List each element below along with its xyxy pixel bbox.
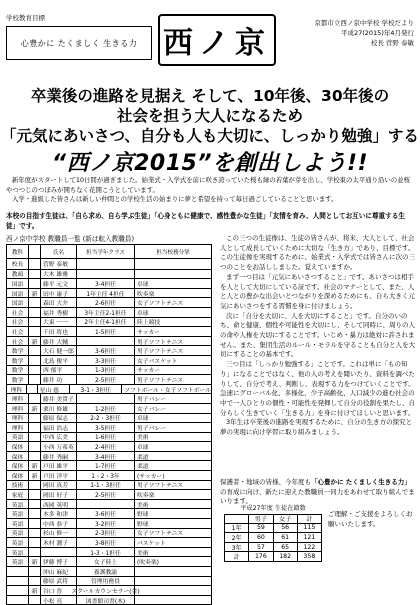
table-cell: 木村 潤子 [41,538,77,547]
table-cell [29,375,41,384]
table-cell: 野球 [137,512,149,519]
table-cell: 国語 [7,279,29,288]
table-cell: 1・2・3年 [77,471,135,480]
table-cell [29,394,41,403]
table-cell: 谷口 晋 [41,586,77,595]
table-row [7,355,211,365]
table-cell: 61 [274,533,298,542]
table-cell: 英語 [7,519,29,528]
table-cell: 国語 [7,289,29,298]
headline-line-3: 「元気にあいさつ、自分も人も大切に、しっかり勉強」する [1,127,419,145]
table-row [7,499,211,509]
table-cell: 2-5担任 [77,375,135,384]
table-cell: 計 [225,552,249,561]
table-cell: 沖山 麻紀 [41,567,77,576]
table-cell [135,577,211,586]
table-row [7,528,211,538]
table-cell: 理科 [7,394,29,403]
table-cell [135,586,211,595]
table-cell [29,356,41,365]
table-cell: 藤平 元文 [41,279,77,288]
table-row [7,441,211,451]
goal-paragraph: 本校の目指す生徒は、「自ら求め、自ら学ぶ生徒」「心身ともに健康で、感性豊かな生徒」「友情を育み、人間としてお互いに尊重する生徒」です。 [6,212,405,230]
table-cell: 藤井 大輔 [41,337,77,346]
table-cell: 2-3担任 [77,529,135,538]
table-row [7,269,211,279]
table-cell: 国語 [7,298,29,307]
table-cell: 英語 [7,529,29,538]
table-cell: 数学 [7,375,29,384]
table-cell [41,548,77,557]
motto-frame [6,26,152,60]
table-cell: 教頭 [7,270,29,279]
table-cell: 男子バレー [137,425,166,432]
table-cell: 358 [303,553,316,561]
table-cell: 2-4担任 [77,442,135,451]
table-cell [29,500,41,509]
table-cell: 中西 広美 [41,433,77,442]
publication-line: 京都市立西ノ京中学校 学校だより [314,19,414,27]
table-row [7,336,211,346]
table-cell: 176 [249,552,273,561]
table-cell: 3-4担任 [77,279,135,288]
table-cell [29,577,41,586]
table-row [7,489,211,499]
table-cell: 1-7担任 [77,461,135,470]
table-cell: 英語 [7,557,29,566]
masthead-title [158,14,276,66]
table-cell [29,442,41,451]
staff-table-title: 西ノ京中学校 教職員一覧 (新は転入教職員) [6,235,135,243]
table-cell: 2年 [225,533,249,542]
table-cell: 田中 康子 [41,289,77,298]
table-cell [29,452,41,461]
table-cell [29,414,41,423]
table-cell [135,259,211,269]
table-row [224,543,322,553]
table-cell: 121 [303,533,316,541]
table-cell: 新 [29,404,41,413]
table-cell: (吹奏楽) [137,560,159,567]
table-cell: 男子ソフトテニス [137,483,184,490]
table-row [7,566,211,576]
table-cell: 女子 [274,515,298,523]
table-cell [29,327,41,336]
table-cell: ソフトボール・女子ソフトボール [124,387,212,394]
table-cell: 戸田 洋平 [41,471,77,480]
table-cell: 女子陸上 [77,557,135,566]
table-row [7,432,211,442]
table-cell: 英語 [7,500,29,509]
table-cell [29,433,41,442]
table-cell: 陸上競技 [137,320,161,327]
table-cell [29,596,41,605]
table-cell: 男子ソフトテニス [137,377,184,384]
table-cell: 柔道 [137,454,149,461]
table-cell [29,270,41,279]
staff-header-cell [29,245,41,258]
table-cell: 1年主任 4担任 [77,289,135,298]
table-cell [29,509,41,518]
table-cell [29,366,41,375]
message-paragraph: まず一つ目は「元気にあいさつすること」です。あいさつは相手を人として大切にしている証です。社会のマナーとして、また、人と人との豊かな出会いとつながりを深めるためにも、自ら大きく元気にあいさつをする習慣を身に付けましょう。 [220,272,415,310]
staff-table-header [6,244,212,258]
table-cell: 杉山 修一 [41,529,77,538]
publication-line: 校長 菅野 泰敏 [370,39,414,47]
table-row [7,317,211,327]
table-cell: 柔道 [137,464,149,471]
enrollment-table-body [224,514,322,562]
staff-table-body [6,258,212,605]
table-cell: 57 [249,543,273,552]
table-cell [7,567,29,576]
table-cell: 新 [29,461,41,470]
table-cell: 大木 雄雅 [41,270,77,279]
table-cell: 大東 一一 [41,318,77,327]
table-cell: 小西 万希英 [41,442,77,451]
table-row [224,552,322,562]
table-row [7,403,211,413]
principal-message [220,234,416,438]
stats-intro-suffix: の育成に向け、新たに迎えた教職員一同力をあわせて取り組んでまいります。 [220,487,415,506]
table-cell: 吹奏楽 [137,493,155,500]
table-cell: 男子ソフトテニス [137,339,184,346]
table-cell: 校長 [7,259,29,269]
table-cell [135,567,211,576]
table-cell: 藤原 保志 [41,414,77,423]
table-row [7,259,211,269]
table-cell: 2-6担任 [77,298,135,307]
enrollment-table [224,504,322,562]
staff-header-cell: 担当校務分掌 [156,249,190,256]
table-cell: 技術 [7,481,29,490]
table-row [224,524,322,534]
table-row [7,508,211,518]
table-cell: 藤原 武将 [41,577,77,586]
table-cell: 男子 [249,515,273,523]
table-cell: 数学 [7,366,29,375]
table-cell [29,308,41,317]
table-cell: 数学 [7,346,29,355]
table-row [7,297,211,307]
table-cell: スクールカウンセラー(金) [77,586,135,595]
stats-intro-bold: 「心豊かに たくましく生きる力」 [311,478,411,486]
table-cell: 女子バスケット [137,358,178,365]
table-cell: 新 [29,289,41,298]
table-cell: 115 [303,524,316,532]
table-cell: 計 [306,516,313,524]
table-cell: 60 [249,533,273,542]
table-cell [29,529,41,538]
table-cell: 理科 [7,385,27,394]
table-cell: 卓球 [137,281,149,288]
table-cell: 3-3担任 [77,356,135,365]
table-cell: 122 [303,543,316,551]
table-row [7,288,211,298]
motto-text: 心豊かに たくましく 生きる力 [20,38,138,48]
table-row [7,576,211,586]
table-cell: 野球 [137,521,149,528]
table-cell [29,346,41,355]
table-cell: 美術 [137,550,149,557]
table-cell: 女子ソフトテニス [137,531,184,538]
table-cell: バスケット [137,541,166,548]
table-cell: 藤井 秀嗣 [41,452,77,461]
table-cell: 59 [249,524,273,533]
table-cell [29,318,41,327]
table-row [7,326,211,336]
table-row [7,307,211,317]
table-cell: 保体 [7,471,29,480]
table-cell: 65 [274,543,298,552]
table-cell: 図書館司書(木) [77,596,135,605]
table-cell: 卓球 [137,310,149,317]
table-cell [77,337,135,346]
table-cell: 西岡 英明 [41,500,77,509]
table-cell: 英語 [7,538,29,547]
table-row [7,480,211,490]
table-cell [7,577,29,586]
table-cell: 理科 [7,423,29,432]
publication-info [284,18,414,48]
table-cell: 新 [29,557,41,566]
table-cell: 社会 [7,318,29,327]
table-cell: 英語 [7,509,29,518]
headline-line-4: “西ノ京2015”を創出しよう!! [51,151,369,176]
table-cell: 女子バレー [137,406,166,413]
table-row [7,595,211,605]
table-cell [29,423,41,432]
table-row [7,365,211,375]
table-cell: 管理用務員 [77,577,135,586]
motto-box [6,14,152,66]
table-cell: 大石 健一郎 [41,346,77,355]
table-cell: 3年 [225,543,249,552]
table-row [7,413,211,423]
table-row [7,384,211,394]
table-cell: 新 [29,471,41,480]
table-row [7,278,211,288]
table-cell [7,596,29,605]
table-cell: 福田 浩志 [41,423,77,432]
table-cell: 北島 俊平 [41,356,77,365]
table-cell: 社会 [7,308,29,317]
table-cell [135,270,211,279]
table-cell: 3-5担任 [77,423,135,432]
table-cell: 社会 [7,327,29,336]
table-row [224,533,322,543]
table-cell: 千田 将也 [41,327,77,336]
table-cell: 吹奏楽 [137,291,155,298]
table-cell: 栗川 修雄 [41,404,77,413]
table-cell: 英語 [7,548,29,557]
intro-paragraph: 新年度がスタートして10日間が過ぎました。始業式・入学式を前に咲き誇っていた桜も緑の若葉が芽を出し、学校東の太平通り沿いの並桜やつつじのつぼみが開ちなく花開こうとしています。 [6,176,410,194]
table-cell: 家庭 [7,490,29,499]
table-row [7,537,211,547]
table-cell: 岡田 真芳 [41,481,77,490]
message-paragraph: 三つ目は「しっかり勉強する」ことです。これは単に「もの知り」になることではなく、他の人の考えを聞いたり、資料を調べたりして、自分で考え、判断し、表現する力をつけていくことです。急速にグローバル化、多様化、少子高齢化、人口減少の進む社会の中で一人ひとりの個性・可能性を発揮して自分の役割を果たし、自分らしく生きていく「生きる力」を身に付けてほしいと思います。 [220,360,415,417]
table-row [7,393,211,403]
table-cell [29,567,41,576]
table-cell: 中西 恭子 [41,519,77,528]
table-cell: 新 [29,337,41,346]
table-cell [29,259,41,269]
table-cell: 西 郁平 [41,366,77,375]
table-cell: 卓球 [137,416,149,423]
table-cell: 1年 [225,524,249,533]
table-cell: サッカー [137,368,161,375]
headline-line-1: 卒業後の進路を見据え そして、10年後、30年後の [30,87,390,105]
table-cell: 本多 和津 [41,509,77,518]
table-cell: 福井 秀樹 [41,308,77,317]
table-cell: サッカー [137,329,161,336]
table-cell: 1-5担任 [77,327,135,336]
table-cell: 3-4担任 [77,452,135,461]
intro-paragraph: 入学・進級した皆さんは新しい仲間との学校生活の始まりに夢と希望を持って毎日過ごしていることと思います。 [12,195,338,204]
staff-header-cell: 氏名 [41,245,77,258]
publication-line: 平成27(2015)年4月発行 [340,29,414,37]
table-cell [29,298,41,307]
message-paragraph: この三つの生徒像は、生徒の皆さんが、将来、大人として、社会人として成長していくために大切な「生き方」であり、目標です。この生徒像を実現するために、始業式・入学式では皆さんに次の三つのことをお話ししました。覚えていますか。 [220,234,415,272]
table-cell [29,279,41,288]
table-cell: (サッカー) [137,473,165,480]
table-cell [29,548,41,557]
table-cell [135,596,211,605]
table-cell: 卓球 [137,445,149,452]
table-cell: 2年主任4-1担任 [77,318,135,327]
message-paragraph: 次に「自分を大切に、人を大切にすること」です。自分のいのち、命と健康、個性や可能性を大切にし、そして同時に、周りの人の命や人権を大切にすることです。いじめ・暴力は絶対に許されません。また、集団生活のルール・モラルを守ることも自分と人を大切にすることの基本です。 [220,311,416,359]
table-cell: 新 [29,586,41,595]
table-row [7,460,211,470]
table-cell: 社会 [7,337,29,346]
table-cell: 岡田 好子 [41,490,77,499]
staff-table [6,234,212,605]
table-cell [77,394,135,403]
table-cell: 3-1・3担任 [70,385,122,394]
table-cell: 182 [274,552,298,561]
closing-text: ご理解・ご支援をよろしくお願いいたします。 [328,510,413,528]
table-cell [225,515,249,523]
message-paragraph: 3年生は卒業後の進路を実現するために、自分の生き方の探究と夢の実現に向け学習に取り組みましょう。 [220,418,413,437]
table-cell: 1-6担任 [77,433,135,442]
stats-intro-prefix: 保護者・地域の皆様、今年度も [220,478,311,486]
table-cell: 英語 [7,433,29,442]
table-cell [29,481,41,490]
table-cell: 星山 慈 [38,385,71,394]
table-cell: 3-2担任 [77,519,135,528]
table-cell [29,490,41,499]
table-row [7,451,211,461]
table-cell: 数学 [7,356,29,365]
table-cell: 2-5担任 [77,490,135,499]
intro-text [6,176,414,205]
table-row [7,345,211,355]
table-row [7,518,211,528]
table-cell: 1-2担任 [77,404,135,413]
table-cell: 伊藤 博子 [41,557,77,566]
masthead-title-text: 西ノ京 [163,26,271,61]
table-cell: 保体 [7,452,29,461]
table-cell: 56 [274,524,298,533]
table-cell: 森田 大介 [41,298,77,307]
headline-line-2: 社会を担う大人になるため [116,107,303,125]
table-cell [29,519,41,528]
table-cell [77,259,135,269]
table-cell: 3-8担任 [77,538,135,547]
table-row [224,514,322,524]
table-row [7,422,211,432]
table-cell: 3年主任2-1担任 [77,308,135,317]
table-cell: 理科 [7,404,29,413]
table-cell: 戸田 雄平 [41,461,77,470]
table-cell: 男子ソフトテニス [137,349,184,356]
table-cell: 女子ソフトテニス [137,301,184,308]
table-row [7,374,211,384]
table-cell: 1-1・3担任 [77,481,135,490]
table-cell: 理科 [7,414,29,423]
table-row [7,585,211,595]
table-cell: 美術 [137,435,149,442]
table-cell: 1-3・1担任 [77,548,135,557]
table-cell: 男子バレー [137,397,166,404]
staff-header-cell: 担当学年クラス [77,245,135,258]
table-cell: 美術 [137,502,149,509]
table-cell [77,270,135,279]
table-cell [27,385,38,394]
table-cell: 1-3担任 [77,366,135,375]
table-row [7,470,211,480]
table-cell [7,586,29,595]
motto-label: 学校教育目標 [6,14,45,22]
staff-header-cell: 教科 [7,245,29,258]
table-cell: 藤井 功 [41,375,77,384]
table-row [7,547,211,557]
table-cell [77,500,135,509]
table-cell: 保体 [7,461,29,470]
table-cell: 小松 亮 [41,596,77,605]
table-cell: 3-6担任 [77,346,135,355]
table-cell: 保体 [7,442,29,451]
table-row [7,556,211,566]
table-cell: 3-6担任 [77,509,135,518]
stats-intro [220,478,416,507]
table-cell: 藤井 美貴子 [41,394,77,403]
table-cell: 養護教諭 [77,567,135,576]
table-cell [29,538,41,547]
table-cell: 菅野 泰敏 [41,259,77,269]
table-cell: 2-2・3担任 [77,414,135,423]
enrollment-table-caption: 平成27年度 生徒在籍数 [240,505,306,512]
goal-text [6,212,414,231]
